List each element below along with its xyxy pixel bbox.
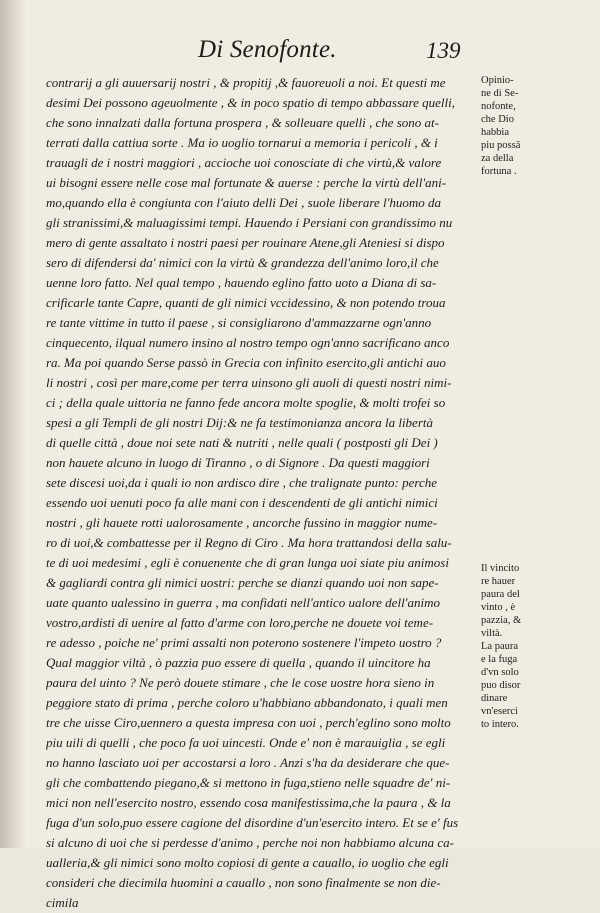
body-text-line: spesi a gli Templi de gli nostri Dij:& ne fa testimonianza ancora la libertà — [46, 415, 433, 430]
margin-note-line: e la fuga — [481, 654, 518, 665]
margin-note-line: nofonte, — [481, 101, 516, 112]
margin-note-victor-fear — [481, 562, 573, 731]
body-text-line: peggiore stato di prima , perche coloro u'habbiano abbandonato, i quali men — [46, 695, 448, 710]
body-text-line: ro di uoi,& combattesse per il Regno di Ciro . Ma hora trattandosi della salu- — [46, 535, 452, 550]
margin-note-line: pazzia, & — [481, 615, 522, 626]
margin-note-line: paura del — [481, 589, 520, 600]
body-text-line: te di uoi medesimi , egli è conuenente che di gran lunga uoi siate piu animosi — [46, 555, 449, 570]
body-text-line: ui bisogni essere nelle cose mal fortunate & auerse : perche la virtù dell'ani- — [46, 175, 447, 190]
body-text-line: uate quanto ualessino in guerra , ma confidati nell'antico ualore dell'animo — [46, 595, 440, 610]
body-text-line: li nostri , così per mare,come per terra uinsono gli auoli di questi nostri nimi- — [46, 375, 452, 390]
body-text-line: desimi Dei possono ageuolmente , & in poco spatio di tempo abbassare quelli, — [46, 95, 455, 110]
body-text-line: tre che uisse Ciro,uennero a questa impresa con uoi , perch'eglino sono molto — [46, 715, 451, 730]
margin-note-line: piu possā — [481, 140, 521, 151]
body-text-line: mo,quando ella è congiunta con l'aiuto delli Dei , suole liberare l'huomo da — [46, 195, 442, 210]
margin-note-line: habbia — [481, 127, 509, 138]
body-text-line: trauagli de i nostri maggiori , accioche uoi conosciate di che virtù,& valore — [46, 155, 442, 170]
body-text-line: mici non nell'esercito nostro, essendo cosa manifestissima,che la paura , & la — [46, 795, 451, 810]
body-text-line: paura del uinto ? Ne però douete stimare , che le cose uostre hora sieno in — [46, 675, 435, 690]
body-text-line: & gagliardi contra gli nimici uostri: perche se dianzi quando uoi non sape- — [46, 575, 439, 590]
body-text-line: non hauete alcuno in luogo di Tiranno , o di Signore . Da questi maggiori — [46, 455, 430, 470]
body-text-line: nostri , gli hauete rotti ualorosamente , ancorche fussino in maggior nume- — [46, 515, 438, 530]
margin-note-opinion — [481, 74, 573, 178]
margin-note-line: za della — [481, 153, 514, 164]
body-text-line: re tante vittime in tutto il paese , si consigliarono d'ammazzarne ogn'anno — [46, 315, 432, 330]
margin-note-line: re hauer — [481, 576, 516, 587]
body-text-line: gli stranissimi,& maluagissimi tempi. Hauendo i Persiani con grandissimo nu — [46, 215, 453, 230]
body-text-line: no hanno lasciato uoi per accostarsi a loro . Anzi s'ha da desiderare che que- — [46, 755, 450, 770]
margin-note-line: La paura — [481, 641, 519, 652]
body-text-line: terrati dalla cattiua sorte . Ma io uoglio tornarui a memoria i pericoli , & i — [46, 135, 438, 150]
margin-note-line: dinare — [481, 693, 508, 704]
body-text-line: vostro,ardisti di uenire al fatto d'arme con loro,perche ne douete voi teme- — [46, 615, 434, 630]
body-text-line: gli che combattendo piegano,& si mettono in fuga,stieno nelle squadre de' ni- — [46, 775, 451, 790]
margin-note-line: Opinio- — [481, 75, 514, 86]
body-text-line: di quelle città , doue noi sete nati & nutriti , nelle quali ( postposti gli Dei ) — [46, 435, 438, 450]
body-text-line: cinquecento, ilqual numero insino al nostro tempo ogn'anno sacrificano anco — [46, 335, 450, 350]
body-text-line: Qual maggior viltà , ò pazzia puo essere di quella , quando il uincitore ha — [46, 655, 431, 670]
body-text-line: uenne loro fatto. Nel qual tempo , hauendo eglino fatto uoto a Diana di sa- — [46, 275, 437, 290]
margin-note-line: vn'eserci — [481, 706, 518, 717]
margin-note-line: puo disor — [481, 680, 521, 691]
body-text-line: ualleria,& gli nimici sono molto copiosi di gente a cauallo, io uoglio che egli — [46, 855, 449, 870]
body-text-line: consideri che diecimila huomini a cauallo , non sono finalmente se non die- — [46, 875, 441, 890]
body-text-line: contrarij a gli auuersarij nostri , & propitij ,& fauoreuoli a noi. Et questi me — [46, 75, 446, 90]
body-text-line: crificarle tante Capre, quanti de gli nimici vccidessino, & non potendo troua — [46, 295, 446, 310]
page-number: 139 — [426, 38, 461, 63]
margin-note-line: d'vn solo — [481, 667, 519, 678]
margin-note-line: che Dio — [481, 114, 514, 125]
body-text-line: mero di gente assaltato i nostri paesi per rouinare Atene,gli Ateniesi si dispo — [46, 235, 445, 250]
running-head: Di Senofonte. — [198, 36, 337, 63]
body-text-line: si alcuno di uoi che si perdesse d'animo , perche noi non habbiamo alcuna ca- — [46, 835, 455, 850]
margin-note-line: viltà. — [481, 628, 503, 639]
body-text-line: che sono innalzati dalla fortuna prospera , & solleuare quelli , che sono at- — [46, 115, 439, 130]
margin-note-line: to intero. — [481, 719, 519, 730]
main-text-block — [46, 73, 480, 913]
margin-note-line: Il vincito — [481, 563, 520, 574]
margin-note-line: ne di Se- — [481, 88, 519, 99]
spine-shadow — [0, 0, 26, 848]
margin-note-line: fortuna . — [481, 166, 517, 177]
body-text-line: fuga d'un solo,puo essere cagione del disordine d'un'esercito intero. Et se e' fus — [46, 815, 459, 830]
body-text-line: piu uili di quelli , che poco fa uoi uincesti. Onde e' non è marauiglia , se egli — [46, 735, 446, 750]
body-text-line: cimila — [46, 895, 79, 910]
body-text-line: ra. Ma poi quando Serse passò in Grecia con infinito esercito,gli antichi auo — [46, 355, 446, 370]
body-text-line: sete discesi uoi,da i quali io non ardisco dire , che tralignate punto: perche — [46, 475, 438, 490]
body-text-line: sero di difendersi da' nimici con la virtù & grandezza dell'animo loro,il che — [46, 255, 439, 270]
body-text-line: ci ; della quale uittoria ne fanno fede ancora molte spoglie, & molti trofei so — [46, 395, 446, 410]
body-text-line: essendo uoi uenuti poco fa alle mani con i descendenti de gli antichi nimici — [46, 495, 438, 510]
margin-note-line: vinto , è — [481, 602, 516, 613]
body-text-line: re adesso , poiche ne' primi assalti non poterono sostenere l'impeto uostro ? — [46, 635, 442, 650]
